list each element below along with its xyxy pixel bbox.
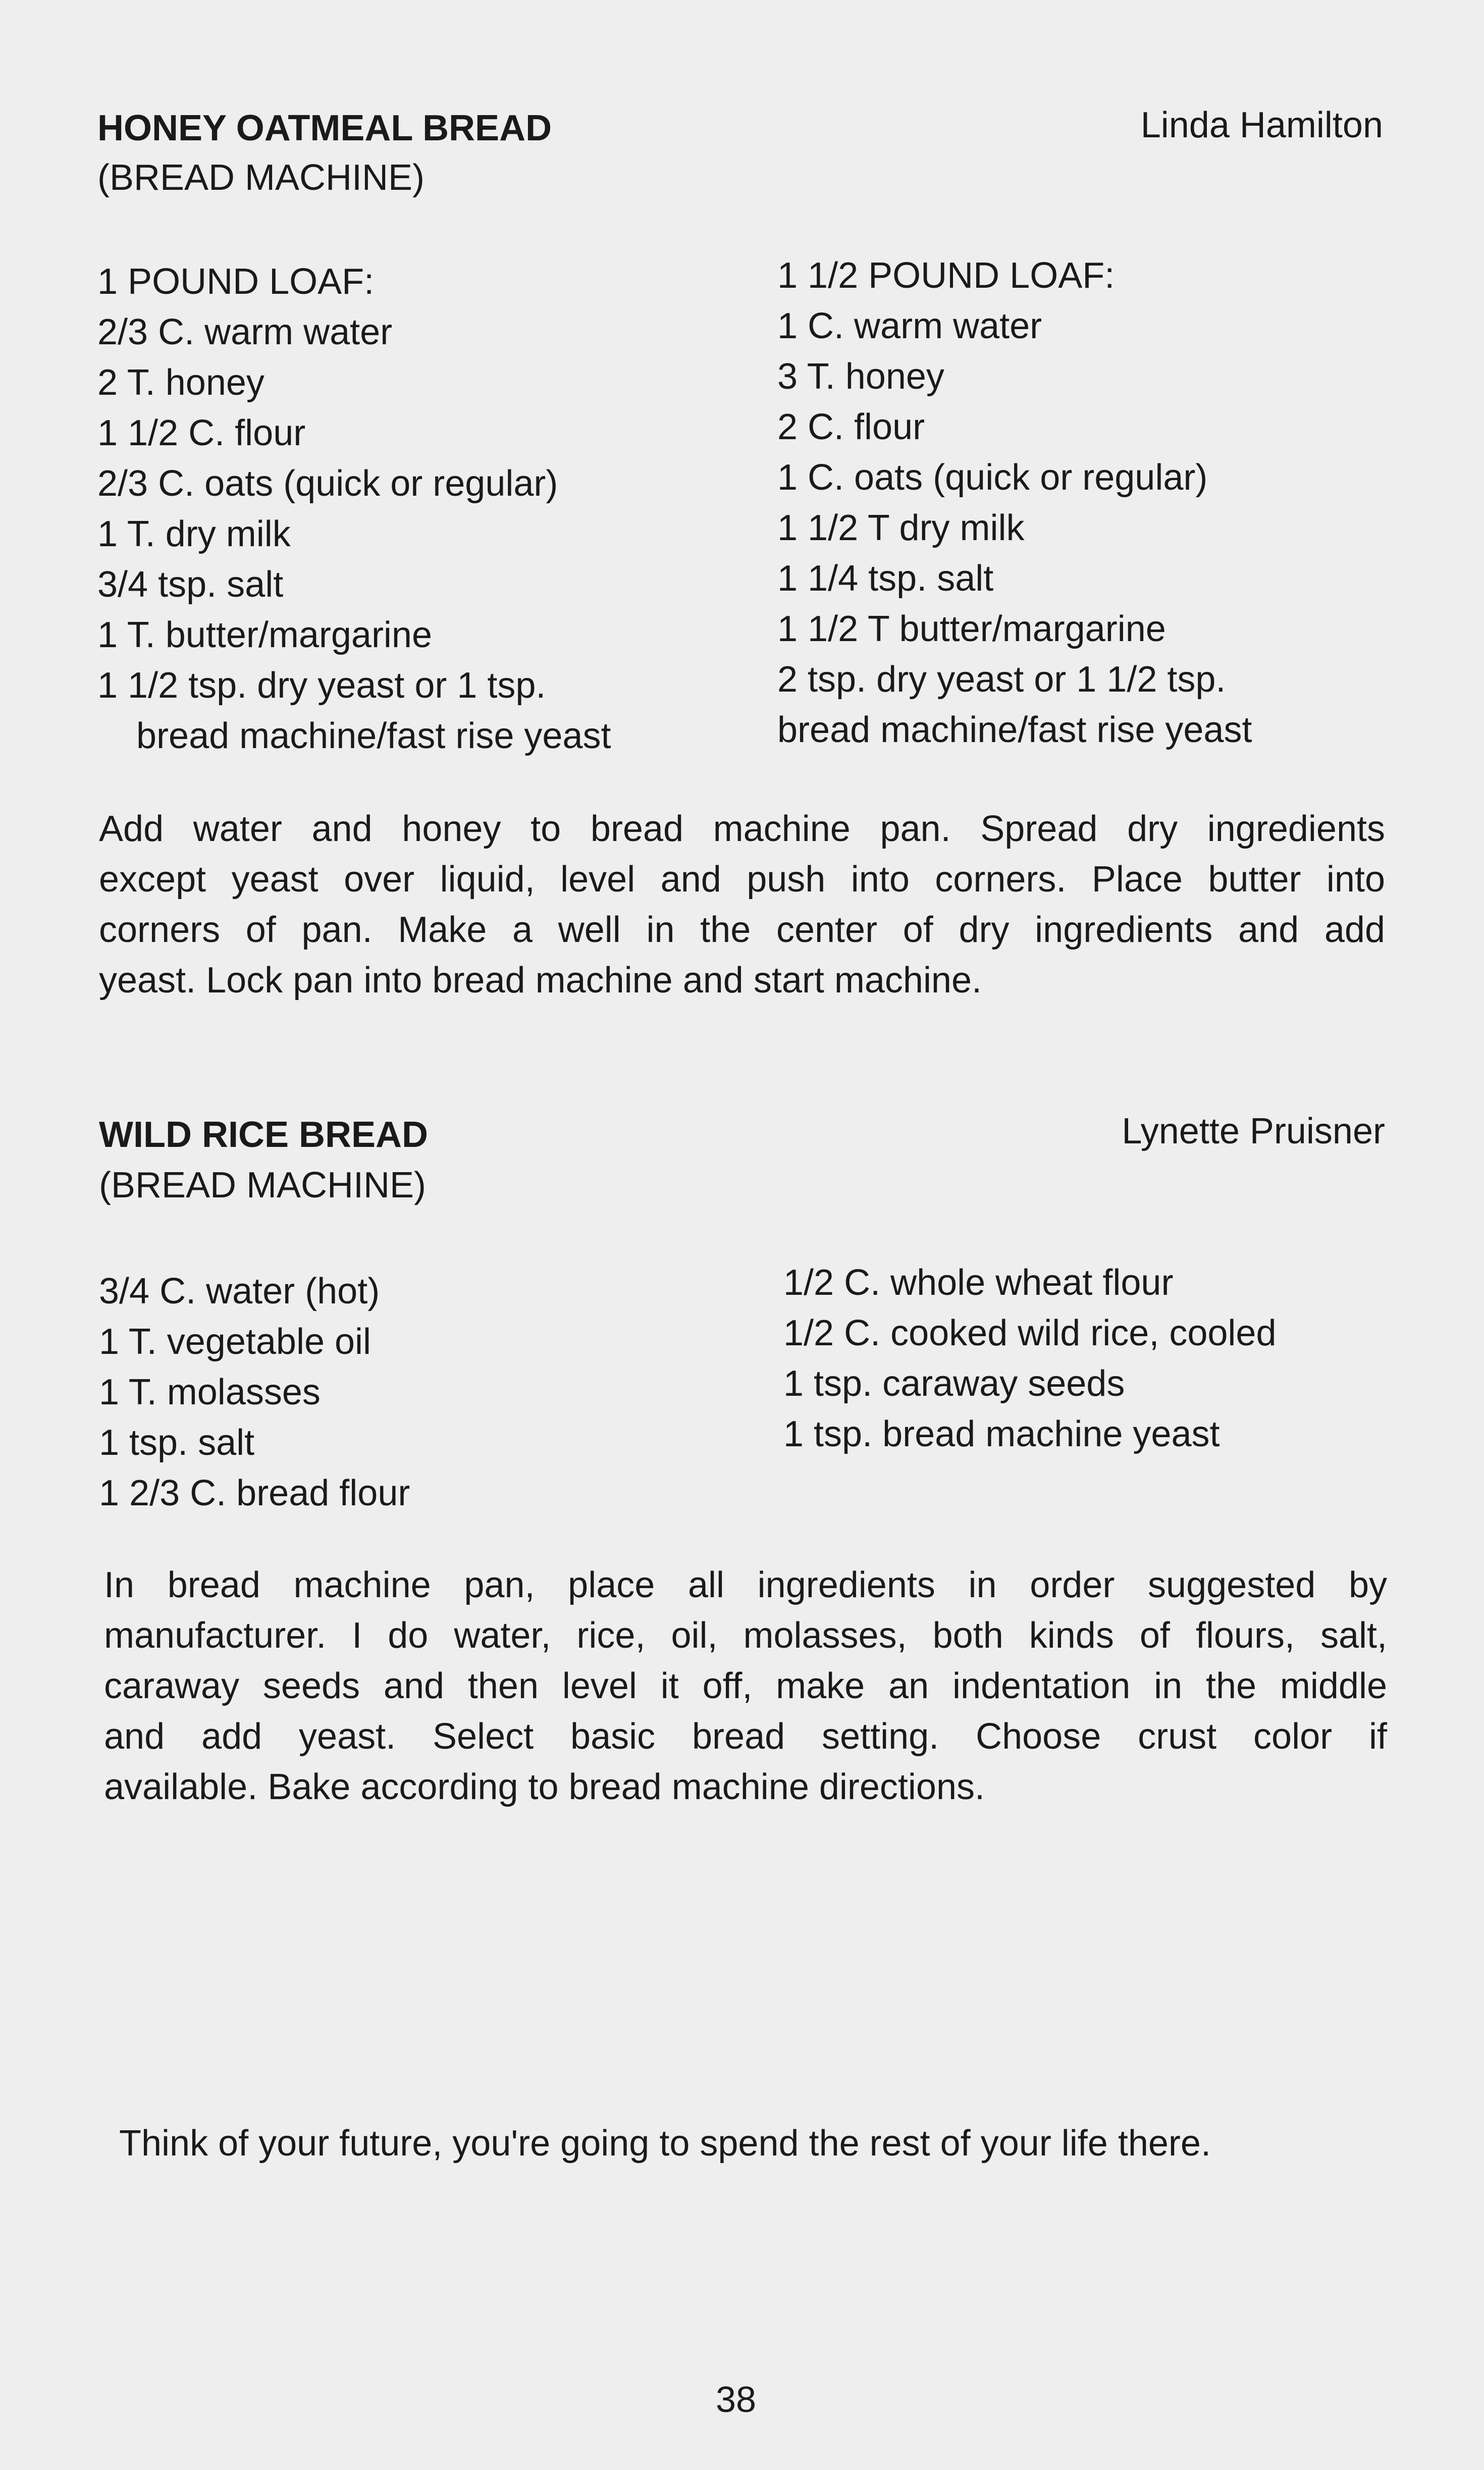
recipe-subtitle: (BREAD MACHINE) <box>99 1165 427 1205</box>
ingredient-line: 1 T. butter/margarine <box>97 615 433 655</box>
ingredient-line: 2 C. flour <box>777 407 925 447</box>
ingredient-line: 1 C. warm water <box>777 306 1042 346</box>
ingredient-line: 1 T. molasses <box>99 1372 321 1412</box>
directions-line: except yeast over liquid, level and push into corners. Place butter into <box>99 859 1385 900</box>
directions-line: In bread machine pan, place all ingredients in order suggested by <box>104 1565 1387 1605</box>
directions-line: caraway seeds and then level it off, make an indentation in the middle <box>104 1666 1387 1706</box>
recipe-author: Lynette Pruisner <box>1122 1111 1385 1151</box>
ingredient-line: 1/2 C. cooked wild rice, cooled <box>783 1313 1277 1353</box>
ingredient-line: 1 1/2 C. flour <box>97 413 306 453</box>
ingredients-header: 1 1/2 POUND LOAF: <box>777 255 1115 296</box>
ingredient-line: 1 tsp. caraway seeds <box>783 1363 1125 1404</box>
ingredient-line: 3/4 C. water (hot) <box>99 1271 380 1311</box>
page-number: 38 <box>716 2380 757 2420</box>
ingredient-line: 1 1/2 T dry milk <box>777 508 1025 548</box>
ingredient-line: 3/4 tsp. salt <box>97 564 284 605</box>
recipe-title: WILD RICE BREAD <box>99 1115 428 1155</box>
recipe-directions <box>104 1560 1387 1812</box>
ingredient-line: 1 1/4 tsp. salt <box>777 558 994 599</box>
ingredient-line: bread machine/fast rise yeast <box>777 710 1252 750</box>
ingredient-line: 3 T. honey <box>777 356 944 397</box>
directions-line: manufacturer. I do water, rice, oil, molasses, both kinds of flours, salt, <box>104 1615 1387 1656</box>
recipe-directions <box>99 804 1385 1006</box>
directions-line: and add yeast. Select basic bread setting. Choose crust color if <box>104 1716 1387 1757</box>
ingredient-line: 2/3 C. warm water <box>97 312 393 352</box>
directions-line: Add water and honey to bread machine pan. Spread dry ingredients <box>99 809 1385 849</box>
ingredient-line: 1 2/3 C. bread flour <box>99 1473 410 1513</box>
directions-line: available. Bake according to bread machine directions. <box>104 1767 985 1807</box>
ingredient-line: 1 C. oats (quick or regular) <box>777 457 1208 498</box>
ingredient-line: 1/2 C. whole wheat flour <box>783 1263 1174 1303</box>
ingredient-line: 2 tsp. dry yeast or 1 1/2 tsp. <box>777 659 1226 700</box>
ingredient-line: 1 tsp. salt <box>99 1423 255 1463</box>
ingredients-header: 1 POUND LOAF: <box>97 261 375 302</box>
quote: Think of your future, you're going to spend the rest of your life there. <box>119 2123 1211 2164</box>
directions-line: corners of pan. Make a well in the center of dry ingredients and add <box>99 910 1385 950</box>
ingredient-line: 2 T. honey <box>97 362 264 403</box>
recipe-author: Linda Hamilton <box>1140 105 1383 145</box>
ingredient-line: 1 1/2 tsp. dry yeast or 1 tsp. <box>97 665 546 706</box>
ingredient-line: 1 tsp. bread machine yeast <box>783 1414 1220 1454</box>
ingredient-line: 1 T. vegetable oil <box>99 1322 372 1362</box>
directions-line: yeast. Lock pan into bread machine and start machine. <box>99 960 982 1001</box>
ingredient-line: bread machine/fast rise yeast <box>136 716 611 756</box>
ingredient-line: 1 1/2 T butter/margarine <box>777 609 1166 649</box>
ingredient-line: 1 T. dry milk <box>97 514 291 554</box>
recipe-subtitle: (BREAD MACHINE) <box>97 157 425 198</box>
ingredient-line: 2/3 C. oats (quick or regular) <box>97 463 558 504</box>
recipe-title: HONEY OATMEAL BREAD <box>97 108 552 148</box>
